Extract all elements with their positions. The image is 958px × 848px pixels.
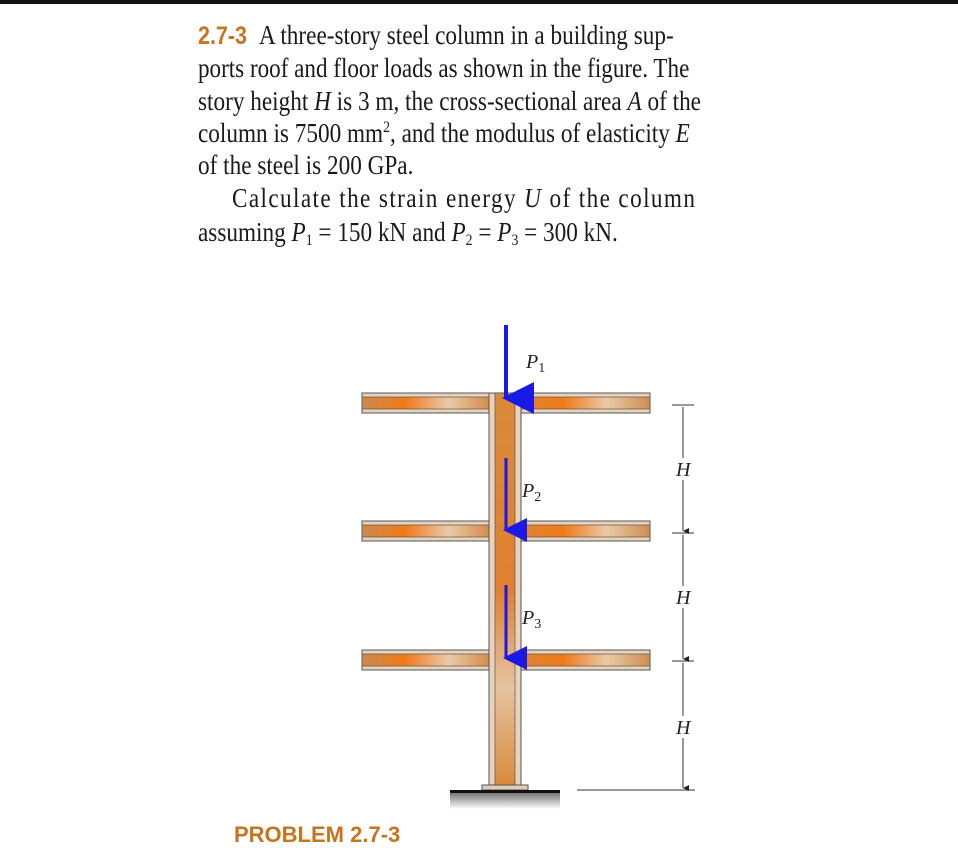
var-H: H: [314, 86, 331, 116]
text: of the steel is 200 GPa.: [198, 150, 414, 180]
text: of the: [641, 86, 701, 116]
text: = 150 kN and: [312, 217, 452, 247]
dimension-label-h3: H: [676, 717, 691, 739]
text: = 300 kN.: [518, 217, 618, 247]
text: Calculate the strain energy: [232, 183, 525, 213]
text: column is 7500 mm: [198, 118, 384, 148]
load-label-p1: $P_1$: [526, 351, 546, 376]
var-A: A: [627, 86, 642, 116]
subscript: 2: [465, 232, 473, 249]
figure-caption: PROBLEM 2.7-3: [234, 822, 401, 847]
ground: [450, 793, 560, 809]
text: , and the modulus of elasticity: [389, 118, 676, 148]
text: A three-story steel column in a building sup-: [259, 20, 674, 50]
subscript: 3: [511, 232, 519, 249]
text: story height: [198, 86, 315, 116]
var-U: U: [524, 183, 543, 213]
var-P: P: [291, 217, 306, 247]
dimension-label-h2: H: [676, 587, 691, 609]
var-P: P: [451, 217, 466, 247]
text: =: [472, 217, 498, 247]
base-plate: [482, 785, 528, 790]
text: of the column: [542, 183, 697, 213]
text: assuming: [198, 217, 292, 247]
var-E: E: [675, 118, 690, 148]
superscript: 2: [383, 119, 390, 136]
var-P: P: [497, 217, 512, 247]
text: is 3 m, the cross-sectional area: [330, 86, 628, 116]
load-label-p2: $P_2$: [522, 480, 542, 505]
text: ports roof and floor loads as shown in the figure. The: [198, 53, 690, 83]
subscript: 1: [305, 232, 313, 249]
ground-line: [450, 790, 560, 793]
problem-number: 2.7-3: [198, 22, 248, 50]
load-label-p3: $P_3$: [522, 607, 542, 632]
dimension-label-h1: H: [676, 459, 691, 481]
